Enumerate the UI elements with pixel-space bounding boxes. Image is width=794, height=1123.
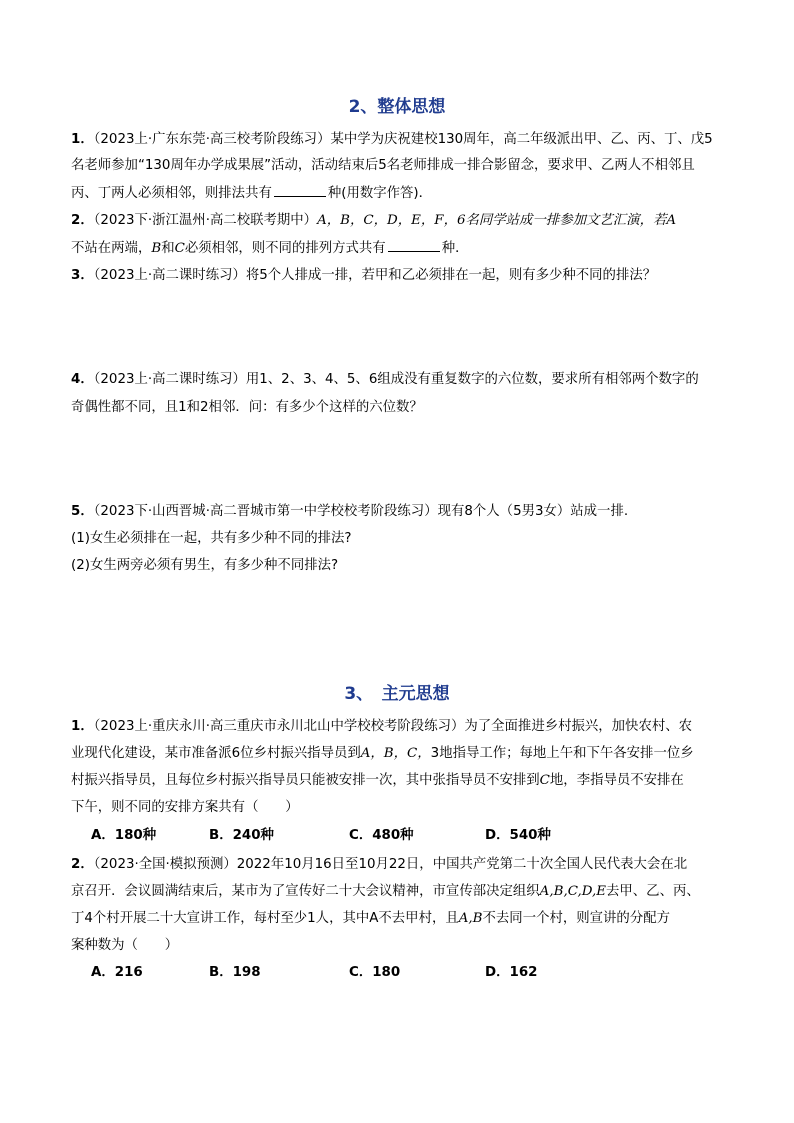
question-text: 将5个人排成一排，若甲和乙必须排在一起，则有多少种不同的排法？ xyxy=(245,268,657,283)
question-source: （2023上·广东东莞·高三校考阶段练习） xyxy=(93,132,331,147)
q2-4-line1 xyxy=(71,371,731,389)
option-b: B．240种 xyxy=(209,828,274,843)
question-number: 1． xyxy=(71,132,94,147)
question-source: （2023下·山西晋城·高二晋城市第一中学校校考阶段练习） xyxy=(93,504,438,519)
section-title-3: 3、 主元思想 xyxy=(344,684,450,704)
answer-blank xyxy=(274,184,326,197)
question-text: 丁4个村开展二十大宣讲工作，每村至少1人，其中A不去甲村，且 xyxy=(71,911,459,926)
question-text: 丙、丁两人必须相邻，则排法共有 xyxy=(71,186,272,201)
variable: A,B,C,D,E xyxy=(539,884,607,899)
question-text: 种(用数字作答)． xyxy=(327,186,433,201)
question-number: 2． xyxy=(71,213,94,228)
question-text: 现有8个人（5男3女）站成一排. xyxy=(437,504,629,519)
question-text: 地，李指导员不安排在 xyxy=(549,773,684,788)
variable: A,B xyxy=(458,911,483,926)
q3-1-line3 xyxy=(71,772,731,790)
question-number: 2． xyxy=(71,857,94,872)
answer-blank xyxy=(388,239,440,252)
question-text: 种． xyxy=(441,241,469,256)
q2-5-part2: (2)女生两旁必须有男生，有多少种不同排法? xyxy=(71,558,339,573)
option-b: B．198 xyxy=(209,965,261,980)
option-d: D．162 xyxy=(485,965,538,980)
q3-1-line1 xyxy=(71,718,731,736)
question-text: 不站在两端， xyxy=(71,241,152,256)
q2-3-line1 xyxy=(71,267,731,285)
question-text: 不去同一个村，则宣讲的分配方 xyxy=(482,911,670,926)
q2-5-line1 xyxy=(71,503,731,521)
option-a: A．216 xyxy=(91,965,143,980)
q2-2-line1 xyxy=(71,212,731,230)
q2-1-line2: 名老师参加“130周年办学成果展”活动，活动结束后5名老师排成一排合影留念，要求甲、乙两人不相邻且 xyxy=(71,158,695,173)
question-text: A，B，C，D，E，F，6名同学站成一排参加文艺汇演，若 xyxy=(317,213,667,228)
q2-1-line3 xyxy=(71,184,731,203)
question-text: 用1、2、3、4、5、6组成没有重复数字的六位数，要求所有相邻两个数字的 xyxy=(245,372,699,387)
question-text: 必须相邻，则不同的排列方式共有 xyxy=(184,241,386,256)
variable: A，B，C， xyxy=(360,746,431,761)
q2-2-line2 xyxy=(71,239,731,258)
variable: C xyxy=(174,241,185,256)
option-c: C．480种 xyxy=(349,828,414,843)
question-number: 1． xyxy=(71,719,94,734)
question-text: 2022年10月16日至10月22日，中国共产党第二十次全国人民代表大会在北 xyxy=(236,857,688,872)
q3-1-line4: 下午，则不同的安排方案共有（ ） xyxy=(71,800,299,815)
q2-5-part1: (1)女生必须排在一起，共有多少种不同的排法? xyxy=(71,531,352,546)
q3-2-line1 xyxy=(71,856,731,874)
question-text: 村振兴指导员，且每位乡村振兴指导员只能被安排一次，其中张指导员不安排到 xyxy=(71,773,540,788)
question-text: 某中学为庆祝建校130周年，高二年级派出甲、乙、丙、丁、戊5 xyxy=(330,132,713,147)
option-c: C．180 xyxy=(349,965,401,980)
q3-2-line2 xyxy=(71,883,731,901)
q3-2-line4: 案种数为（ ） xyxy=(71,938,179,953)
q2-4-line2: 奇偶性都不同，且1和2相邻．问：有多少个这样的六位数？ xyxy=(71,400,423,415)
question-text: 业现代化建设，某市准备派6位乡村振兴指导员到 xyxy=(71,746,361,761)
question-source: （2023上·重庆永川·高三重庆市永川北山中学校校考阶段练习） xyxy=(93,719,465,734)
question-source: （2023上·高二课时练习） xyxy=(93,372,246,387)
q3-2-line3 xyxy=(71,910,731,928)
question-number: 3． xyxy=(71,268,94,283)
question-text: 和 xyxy=(161,241,175,256)
question-text: 去甲、乙、丙、 xyxy=(606,884,700,899)
option-a: A．180种 xyxy=(91,828,157,843)
variable: A xyxy=(666,213,677,228)
variable: B xyxy=(151,241,162,256)
question-source: （2023下·浙江温州·高二校联考期中） xyxy=(93,213,318,228)
option-d: D．540种 xyxy=(485,828,551,843)
question-source: （2023上·高二课时练习） xyxy=(93,268,246,283)
question-number: 5． xyxy=(71,504,94,519)
question-text: 为了全面推进乡村振兴，加快农村、农 xyxy=(464,719,693,734)
q3-1-line2 xyxy=(71,745,731,763)
question-text: 3地指导工作；每地上午和下午各安排一位乡 xyxy=(430,746,694,761)
question-source: （2023·全国·模拟预测） xyxy=(93,857,237,872)
q2-1-line1 xyxy=(71,131,731,149)
question-text: 京召开．会议圆满结束后，某市为了宣传好二十大会议精神，市宣传部决定组织 xyxy=(71,884,540,899)
variable: C xyxy=(539,773,550,788)
section-title-2: 2、整体思想 xyxy=(348,97,446,117)
question-number: 4． xyxy=(71,372,94,387)
